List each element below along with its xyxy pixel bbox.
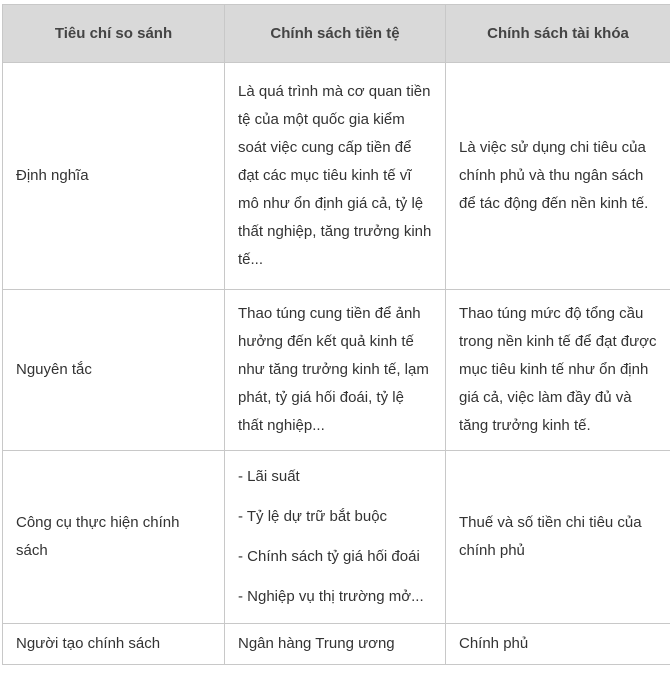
fiscal-cell: Thuế và số tiền chi tiêu của chính phủ (446, 451, 670, 624)
comparison-table (2, 4, 670, 665)
monetary-cell: Thao túng cung tiền để ảnh hưởng đến kết quả kinh tế như tăng trưởng kinh tế, lạm phát, tỷ giá hối đoái, tỷ lệ thất nghiệp... (225, 290, 446, 451)
header-row (3, 5, 670, 63)
table-row (3, 63, 670, 290)
tool-list-item: - Lãi suất (238, 462, 433, 492)
monetary-cell: Là quá trình mà cơ quan tiền tệ của một quốc gia kiểm soát việc cung cấp tiền để đạt các mục tiêu kinh tế vĩ mô như ổn định giá cả, tỷ lệ thất nghiệp, tăng trưởng kinh tế... (225, 63, 446, 290)
criterion-cell: Định nghĩa (3, 63, 225, 290)
table-row (3, 624, 670, 665)
monetary-tools-cell (225, 451, 446, 624)
fiscal-cell: Là việc sử dụng chi tiêu của chính phủ và thu ngân sách để tác động đến nền kinh tế. (446, 63, 670, 290)
criterion-cell: Người tạo chính sách (3, 624, 225, 665)
table-row (3, 290, 670, 451)
header-fiscal-policy: Chính sách tài khóa (446, 5, 670, 63)
tool-list-item: - Tỷ lệ dự trữ bắt buộc (238, 502, 433, 532)
fiscal-cell: Thao túng mức độ tổng cầu trong nền kinh tế để đạt được mục tiêu kinh tế như ổn định giá cả, việc làm đầy đủ và tăng trưởng kinh tế. (446, 290, 670, 451)
criterion-cell: Nguyên tắc (3, 290, 225, 451)
tool-list-item: - Nghiệp vụ thị trường mở... (238, 582, 433, 612)
tool-list-item: - Chính sách tỷ giá hối đoái (238, 542, 433, 572)
monetary-cell: Ngân hàng Trung ương (225, 624, 446, 665)
fiscal-cell: Chính phủ (446, 624, 670, 665)
table-row (3, 451, 670, 624)
header-criteria: Tiêu chí so sánh (3, 5, 225, 63)
criterion-cell: Công cụ thực hiện chính sách (3, 451, 225, 624)
header-monetary-policy: Chính sách tiền tệ (225, 5, 446, 63)
